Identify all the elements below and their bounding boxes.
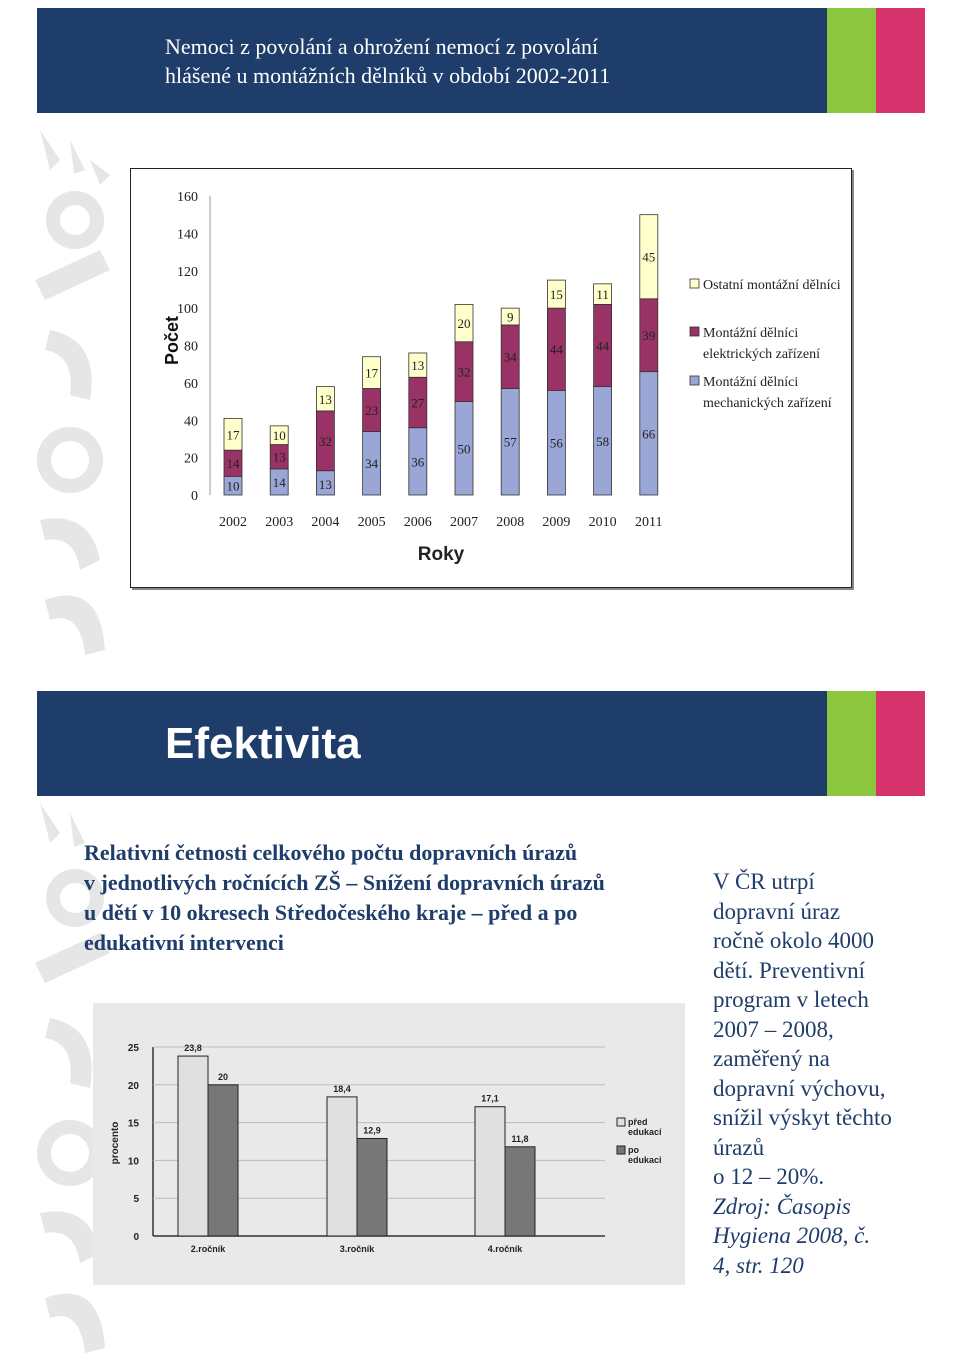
x-tick-label: 4.ročník <box>487 1244 523 1254</box>
data-label: 44 <box>596 338 610 354</box>
data-label: 11,8 <box>511 1133 529 1144</box>
y-tick-label: 160 <box>177 190 198 205</box>
x-tick-label: 2.ročník <box>190 1244 226 1254</box>
data-label: 34 <box>503 349 517 365</box>
data-label: 15 <box>549 287 563 303</box>
y-tick-label: 25 <box>127 1043 139 1054</box>
data-label: 13 <box>318 477 332 492</box>
x-tick-label: 2010 <box>588 515 617 530</box>
heading-line: edukativní intervenci <box>84 930 284 955</box>
y-tick-label: 20 <box>127 1080 139 1092</box>
y-tick-label: 100 <box>177 302 198 318</box>
legend-swatch <box>617 1118 625 1126</box>
bar <box>357 1138 387 1236</box>
legend-label: elektrických zařízení <box>703 347 820 362</box>
data-label: 10 <box>272 428 286 444</box>
data-label: 20 <box>457 316 471 332</box>
slide-title-line-2: hlášené u montážních dělníků v období 2002-2011 <box>165 63 611 88</box>
y-tick-label: 40 <box>184 414 198 430</box>
x-tick-label: 2009 <box>542 515 571 530</box>
side-text-line: program v letech <box>713 987 869 1012</box>
source-line: 4, str. 120 <box>713 1252 804 1278</box>
y-tick-label: 20 <box>184 451 198 467</box>
y-tick-label: 10 <box>127 1156 139 1168</box>
data-label: 13 <box>411 358 425 374</box>
side-text-line: dětí. Preventivní <box>713 957 866 983</box>
data-label: 14 <box>272 474 286 490</box>
data-label: 66 <box>642 426 656 442</box>
data-label: 13 <box>318 391 332 407</box>
data-label: 17,1 <box>481 1093 499 1104</box>
x-tick-label: 2011 <box>635 515 663 530</box>
x-tick-label: 2007 <box>450 515 478 530</box>
x-tick-label: 2002 <box>219 515 247 530</box>
data-label: 39 <box>642 328 656 344</box>
data-label: 36 <box>411 454 425 470</box>
data-label: 45 <box>642 249 656 265</box>
y-tick-label: 140 <box>177 227 198 243</box>
data-label: 32 <box>318 433 332 449</box>
side-text-line: dopravní úraz <box>713 898 841 924</box>
legend-swatch <box>690 376 699 385</box>
x-tick-label: 2003 <box>265 515 294 530</box>
x-tick-label: 2005 <box>357 515 386 530</box>
data-label: 17 <box>226 427 240 443</box>
x-tick-label: 2006 <box>403 515 432 530</box>
legend-swatch <box>690 279 699 288</box>
side-text-line: úrazů <box>713 1134 765 1160</box>
legend-label: před <box>628 1117 648 1127</box>
slide-2 <box>0 683 960 1367</box>
data-label: 27 <box>411 395 425 411</box>
grouped-bar-chart <box>0 683 960 1367</box>
bar <box>505 1147 535 1236</box>
data-label: 23 <box>365 402 379 418</box>
data-label: 23,8 <box>184 1043 202 1054</box>
x-tick-label: 2004 <box>311 515 340 530</box>
data-label: 18,4 <box>333 1083 351 1094</box>
bar <box>327 1097 357 1236</box>
data-label: 9 <box>506 309 514 325</box>
data-label: 58 <box>596 433 610 449</box>
side-text-line: ročně okolo 4000 <box>713 928 874 953</box>
legend-swatch <box>690 327 699 336</box>
bar <box>178 1056 208 1236</box>
heading-line: u dětí v 10 okresech Středočeského kraje – před a po <box>84 900 578 925</box>
y-axis-title: procento <box>110 1121 121 1165</box>
slide-title: Efektivita <box>165 719 361 768</box>
data-label: 14 <box>226 456 240 472</box>
bar <box>208 1085 238 1236</box>
data-label: 34 <box>365 456 379 472</box>
legend-swatch <box>617 1146 625 1154</box>
data-label: 17 <box>365 365 379 381</box>
data-label: 44 <box>549 342 563 358</box>
y-tick-label: 0 <box>191 489 198 504</box>
data-label: 50 <box>457 441 471 457</box>
data-label: 12,9 <box>363 1125 381 1136</box>
source-line: Zdroj: Časopis <box>713 1193 851 1219</box>
heading-line: Relativní četnosti celkového počtu dopravních úrazů <box>84 840 578 865</box>
side-text-line: snížil výskyt těchto <box>713 1105 892 1130</box>
side-text-line: V ČR utrpí <box>713 869 815 894</box>
data-label: 56 <box>549 435 563 451</box>
y-tick-label: 120 <box>177 264 198 280</box>
y-tick-label: 15 <box>127 1118 139 1130</box>
y-tick-label: 60 <box>184 376 198 392</box>
legend-label: edukaci <box>628 1155 662 1165</box>
y-tick-label: 80 <box>184 339 198 355</box>
heading-line: v jednotlivých ročnících ZŠ – Snížení dopravních úrazů <box>84 870 605 895</box>
legend-label: edukací <box>628 1127 662 1137</box>
slide-title-line-1: Nemoci z povolání a ohrožení nemocí z povolání <box>165 34 599 59</box>
side-text-line: 2007 – 2008, <box>713 1016 834 1042</box>
source-line: Hygiena 2008, č. <box>713 1223 871 1248</box>
data-label: 13 <box>272 449 286 465</box>
side-text-line: zaměřený na <box>713 1046 830 1071</box>
stacked-bar-chart <box>0 0 960 683</box>
legend-label: Montážní dělníci <box>703 375 799 390</box>
x-tick-label: 3.ročník <box>339 1244 375 1254</box>
legend-label: po <box>628 1145 639 1155</box>
y-tick-label: 0 <box>133 1232 139 1243</box>
data-label: 57 <box>503 434 517 450</box>
legend-label: Montážní dělníci <box>703 326 799 341</box>
side-text-line: o 12 – 20%. <box>713 1164 825 1189</box>
y-tick-label: 5 <box>133 1194 139 1206</box>
data-label: 20 <box>217 1071 229 1082</box>
legend-label: Ostatní montážní dělníci <box>703 278 841 293</box>
bar <box>475 1107 505 1236</box>
data-label: 10 <box>226 478 240 494</box>
slide-1 <box>0 0 960 683</box>
x-axis-title: Roky <box>417 544 465 565</box>
data-label: 32 <box>457 364 471 380</box>
chart-y-axis-title: Počet <box>162 315 183 366</box>
data-label: 11 <box>596 287 609 303</box>
side-text-line: dopravní výchovu, <box>713 1075 886 1101</box>
x-tick-label: 2008 <box>496 515 525 530</box>
legend-label: mechanických zařízení <box>703 396 832 411</box>
